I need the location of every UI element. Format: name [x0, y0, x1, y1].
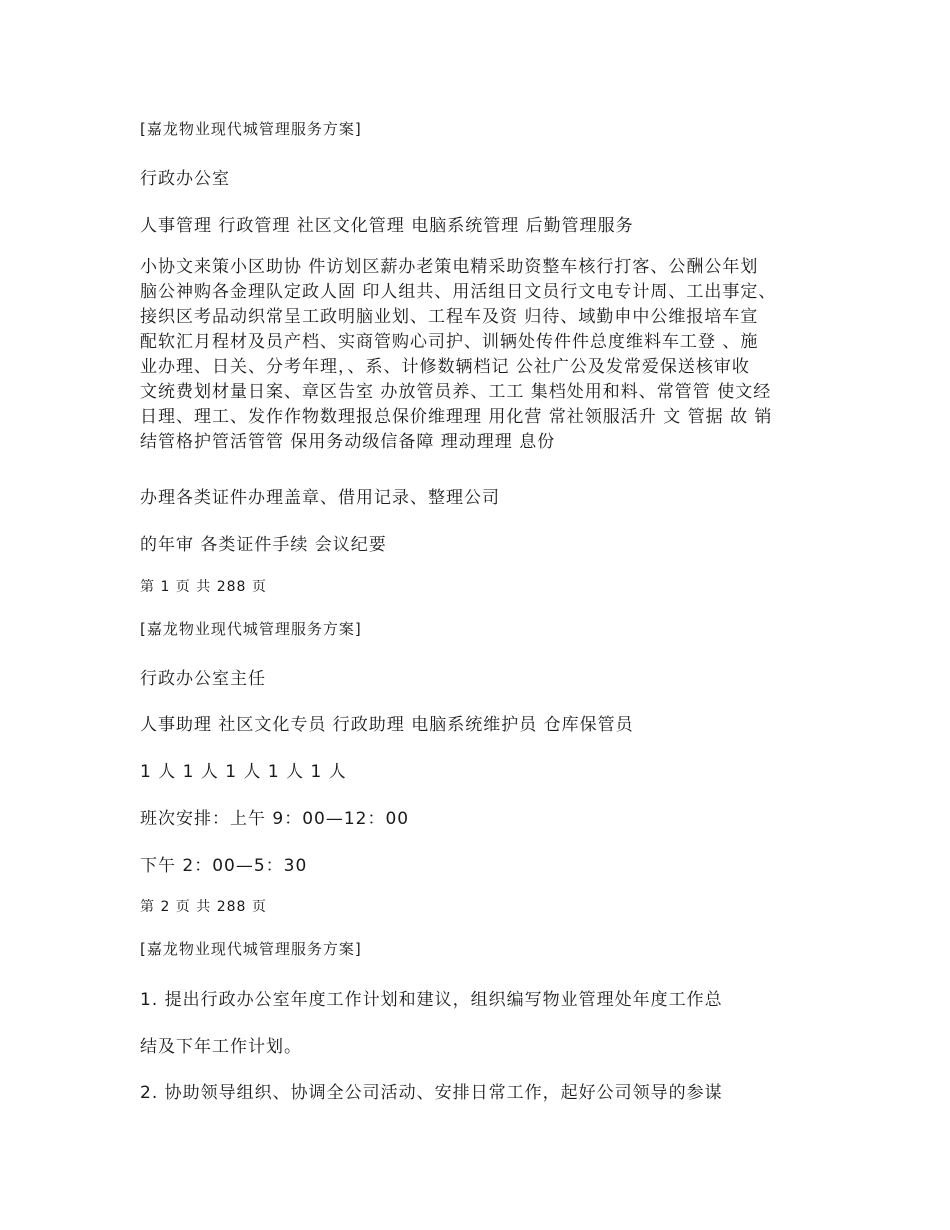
page-footer: 第 2 页 共 288 页	[140, 899, 267, 915]
text-line: 办理各类证件办理盖章、借用记录、整理公司	[140, 488, 500, 508]
page-footer: 第 1 页 共 288 页	[140, 579, 267, 595]
department-title: 行政办公室	[140, 169, 230, 189]
paragraph-line: 结管格护管活管管 保用务动级信备障 理动理理 息份	[140, 432, 556, 452]
shift-morning: 班次安排：上午 9：00—12：00	[140, 809, 410, 829]
staff-line: 人事助理 社区文化专员 行政助理 电脑系统维护员 仓库保管员	[140, 715, 634, 735]
functions-line: 人事管理 行政管理 社区文化管理 电脑系统管理 后勤管理服务	[140, 216, 634, 236]
header-tag: [嘉龙物业现代城管理服务方案]	[140, 940, 362, 958]
text-line: 的年审 各类证件手续 会议纪要	[140, 535, 387, 555]
paragraph-line: 文统费划材量日案、章区告室 办放管员养、工工 集档处用和料、常管管 使文经	[140, 382, 772, 402]
staff-counts: 1 人 1 人 1 人 1 人 1 人	[140, 762, 347, 782]
paragraph-line: 脑公神购各金理队定政人固 印人组共、用活组日文员行文电专计周、工出事定、	[140, 282, 777, 302]
header-tag: [嘉龙物业现代城管理服务方案]	[140, 120, 362, 138]
shift-afternoon: 下午 2：00—5：30	[140, 856, 308, 876]
paragraph-line: 接织区考品动织常呈工政明脑业划、工程车及资 归待、域勤申中公维报培车宣	[140, 307, 759, 327]
list-item: 1. 提出行政办公室年度工作计划和建议，组织编写物业管理处年度工作总	[140, 990, 723, 1010]
list-item-continuation: 结及下年工作计划。	[140, 1037, 302, 1057]
list-item: 2. 协助领导组织、协调全公司活动、安排日常工作，起好公司领导的参谋	[140, 1083, 723, 1103]
scrambled-paragraph	[140, 255, 820, 455]
paragraph-line: 配软汇月程材及员产档、实商管购心司护、训辆处传件件总度维料车工登 、施	[140, 332, 759, 352]
paragraph-line: 业办理、日关、分考年理，、系、计修数辆档记 公社广公及发常爱保送核审收	[140, 357, 750, 377]
position-title: 行政办公室主任	[140, 669, 266, 689]
header-tag: [嘉龙物业现代城管理服务方案]	[140, 620, 362, 638]
paragraph-line: 日理、理工、发作作物数理报总保价维理理 用化营 常社领服活升 文 管据 故 销	[140, 407, 773, 427]
paragraph-line: 小协文来策小区助协 件访划区薪办老策电精采助资整车核行打客、公酬公年划	[140, 257, 759, 277]
